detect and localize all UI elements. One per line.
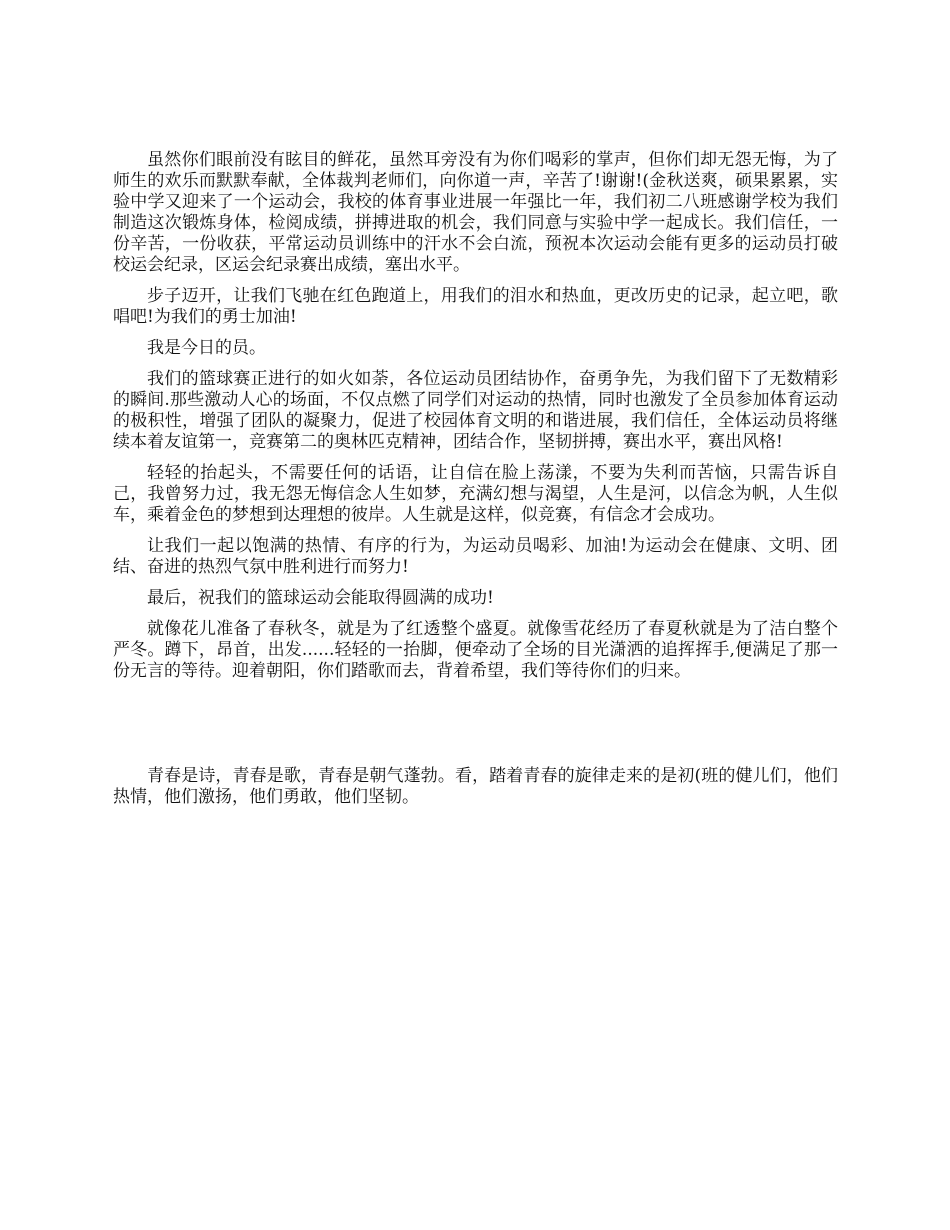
paragraph-referees: 虽然你们眼前没有眩目的鲜花，虽然耳旁没有为你们喝彩的掌声，但你们却无怨无悔，为了师生的欢乐而默默奉献，全体裁判老师们，向你道一声，辛苦了!谢谢!(金秋送爽，硕果累累，实验中学又迎来了一个运动会，我校的体育事业进展一年强比一年，我们初二八班感谢学校为我们制造这次锻炼身体，检阅成绩，拼搏进取的机会，我们同意与实验中学一起成长。我们信任，一份辛苦，一份收获，平常运动员训练中的汗水不会白流，预祝本次运动会能有更多的运动员打破校运会纪录，区运会纪录赛出成绩，塞出水平。 [113, 150, 838, 275]
paragraph-youth: 青春是诗，青春是歌，青春是朝气蓬勃。看，踏着青春的旋律走来的是初(班的健儿们，他们热情，他们激扬，他们勇敢，他们坚韧。 [113, 766, 838, 807]
paragraph-flowers: 就像花儿准备了春秋冬，就是为了红透整个盛夏。就像雪花经历了春夏秋就是为了洁白整个严冬。蹲下，昂首，出发......轻轻的一抬脚，便牵动了全场的目光潇洒的追挥挥手,便满足了那一份无言的等待。迎着朝阳，你们踏歌而去，背着希望，我们等待你们的归来。 [113, 619, 838, 681]
paragraph-track: 步子迈开，让我们飞驰在红色跑道上，用我们的泪水和热血，更改历史的记录，起立吧，歌唱吧!为我们的勇士加油! [113, 286, 838, 327]
paragraph-basketball: 我们的篮球赛正进行的如火如荼，各位运动员团结协作，奋勇争先，为我们留下了无数精彩的瞬间.那些激动人心的场面，不仅点燃了同学们对运动的热情，同时也激发了全员参加体育运动的极积性，增强了团队的凝聚力，促进了校园体育文明的和谐进展，我们信任，全体运动员将继续本着友谊第一，竞赛第二的奥林匹克精神，团结合作，坚韧拼搏，赛出水平，赛出风格! [113, 369, 838, 452]
paragraph-cheer: 让我们一起以饱满的热情、有序的行为，为运动员喝彩、加油!为运动会在健康、文明、团结、奋进的热烈气氛中胜利进行而努力! [113, 536, 838, 577]
paragraph-today: 我是今日的员。 [147, 338, 266, 358]
paragraph-confidence: 轻轻的抬起头，不需要任何的话语，让自信在脸上荡漾，不要为失利而苦恼，只需告诉自己，我曾努力过，我无怨无悔信念人生如梦，充满幻想与渴望，人生是河，以信念为帆，人生似车，乘着金色的梦想到达理想的彼岸。人生就是这样，似竞赛，有信念才会成功。 [113, 463, 838, 525]
document-body [113, 150, 838, 818]
blank-space [113, 692, 838, 766]
paragraph-final-wish: 最后，祝我们的篮球运动会能取得圆满的成功! [147, 588, 494, 608]
